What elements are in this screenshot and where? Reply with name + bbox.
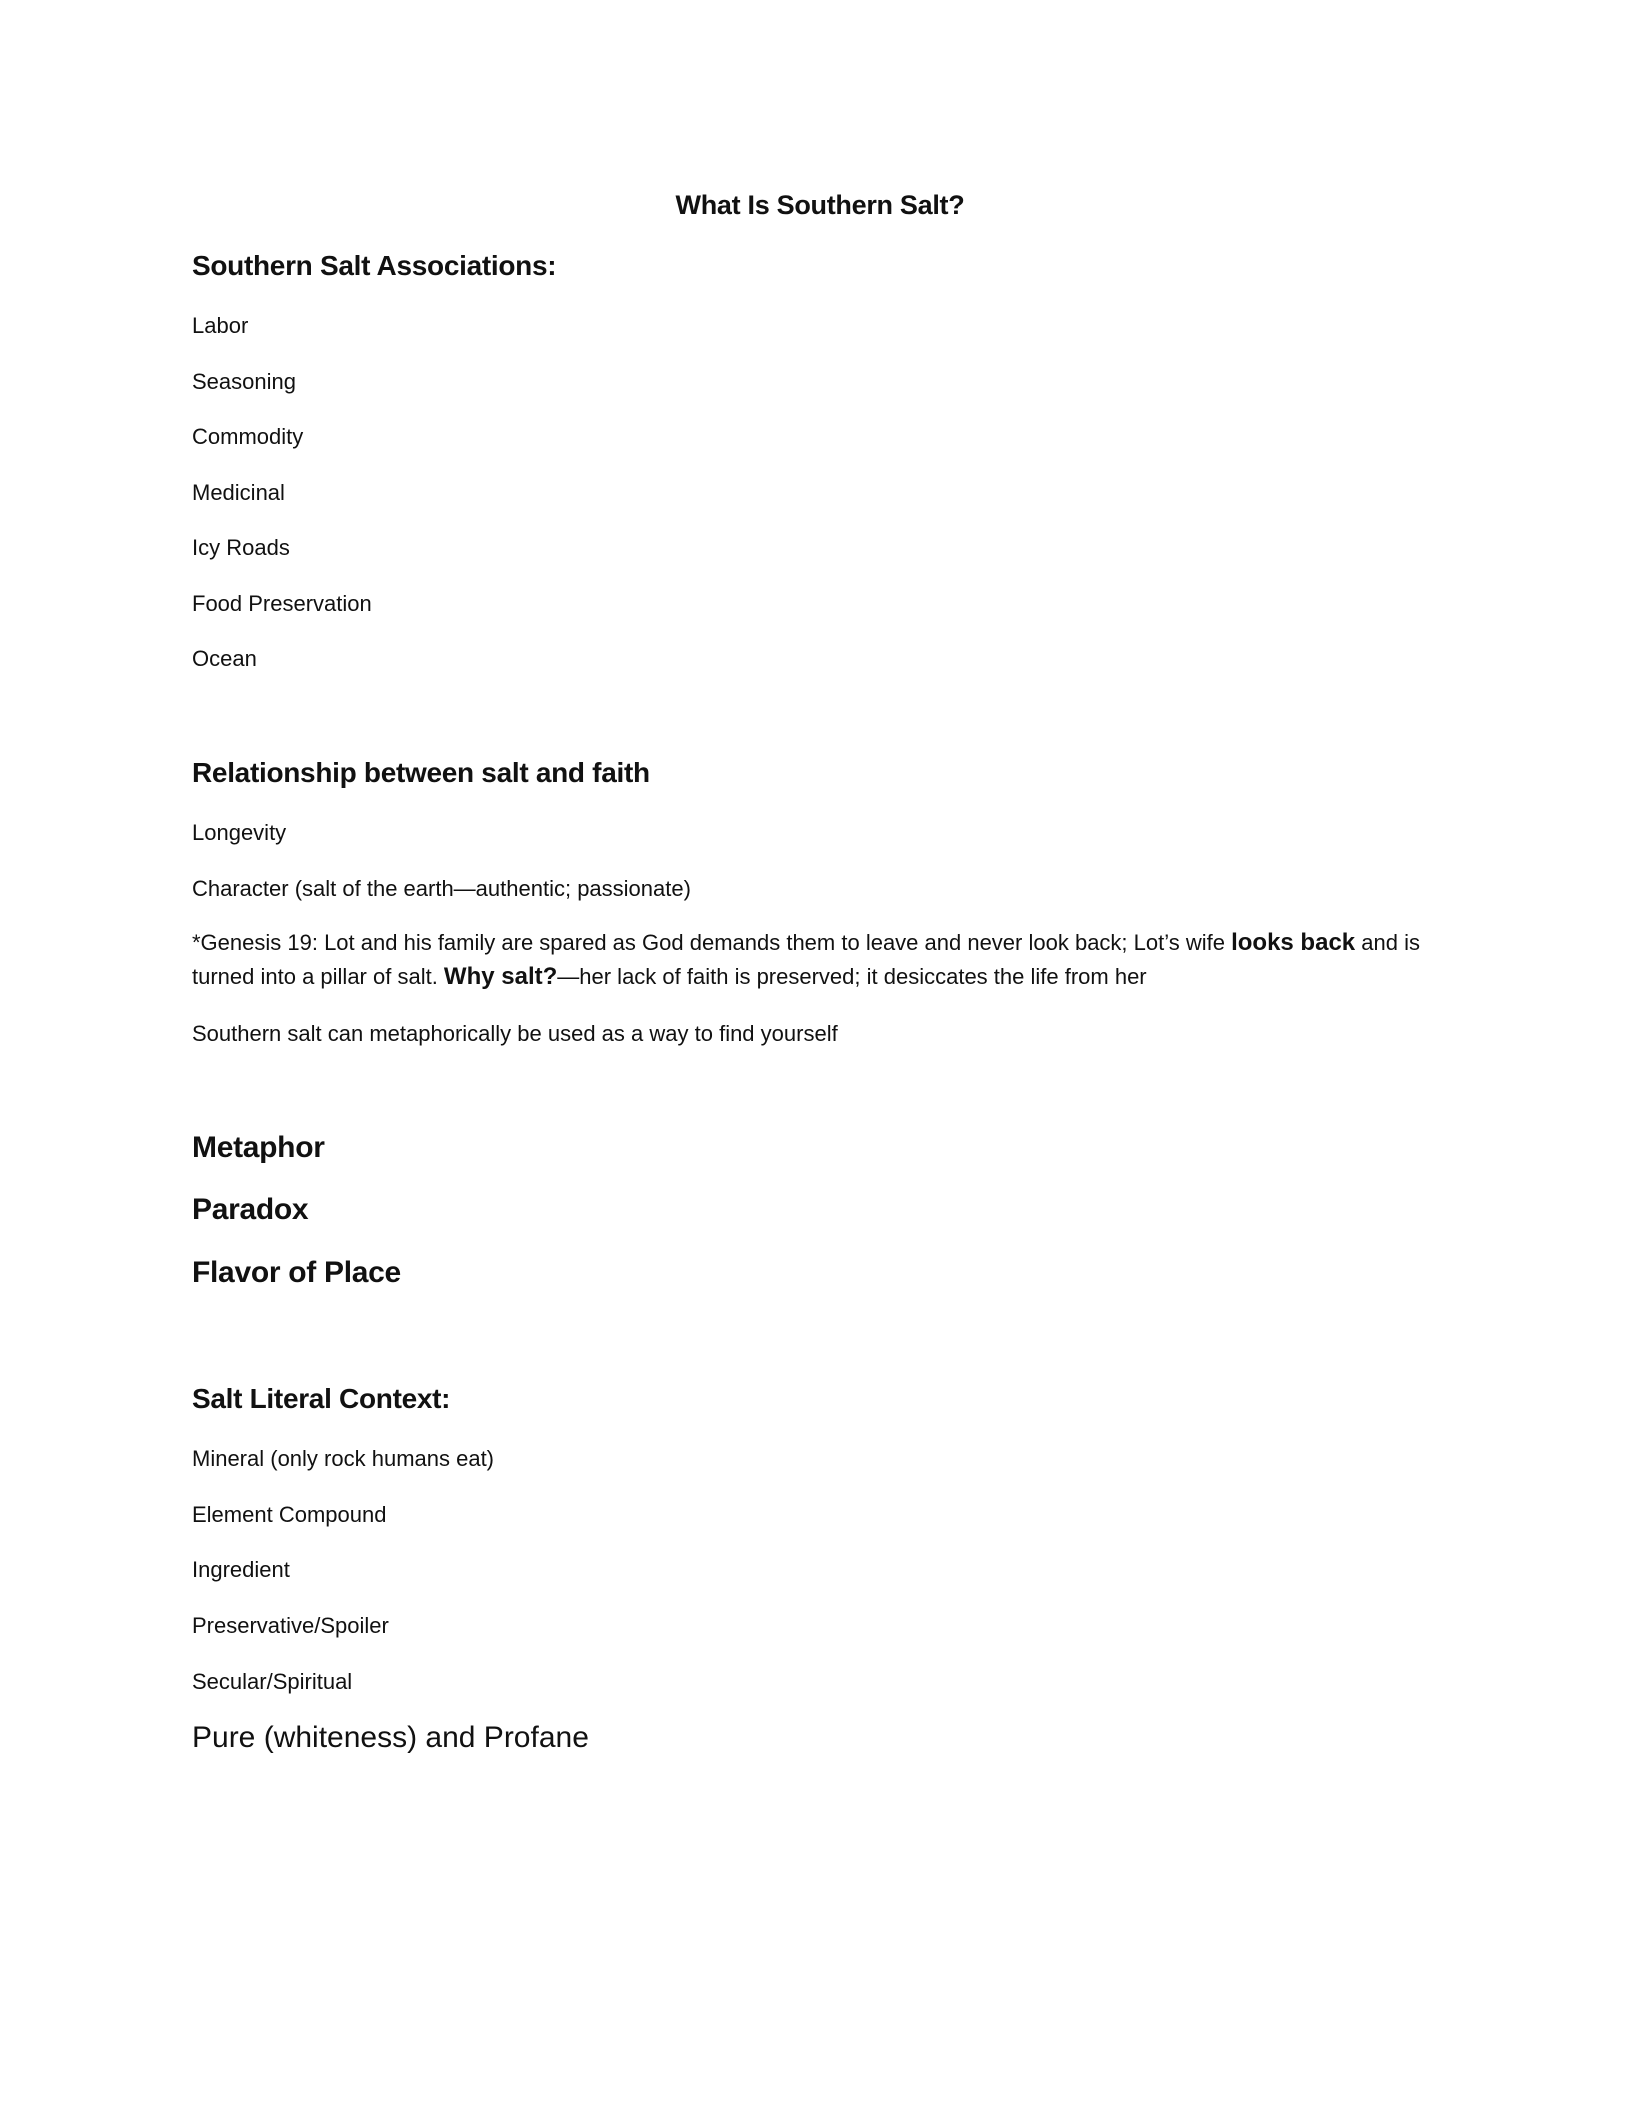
association-item: Commodity bbox=[192, 424, 304, 449]
genesis-bold-text: looks back bbox=[1231, 929, 1356, 956]
document-title: What Is Southern Salt? bbox=[675, 190, 965, 220]
literal-item: Preservative/Spoiler bbox=[192, 1613, 389, 1638]
association-item: Ocean bbox=[192, 646, 257, 671]
literal-item: Mineral (only rock humans eat) bbox=[192, 1446, 495, 1471]
association-item: Seasoning bbox=[192, 369, 296, 394]
genesis-paragraph bbox=[192, 926, 1422, 994]
association-item: Medicinal bbox=[192, 480, 285, 505]
associations-heading: Southern Salt Associations: bbox=[192, 250, 557, 281]
faith-item: Southern salt can metaphorically be used as a way to find yourself bbox=[192, 1021, 838, 1046]
literal-item-large: Pure (whiteness) and Profane bbox=[192, 1721, 589, 1754]
literal-item: Secular/Spiritual bbox=[192, 1669, 353, 1694]
faith-item: Character (salt of the earth—authentic; passionate) bbox=[192, 876, 691, 901]
genesis-text: *Genesis 19: Lot and his family are spared as God demands them to leave and never look back; Lot’s wife bbox=[192, 930, 1232, 955]
genesis-bold-text: Why salt? bbox=[443, 963, 558, 990]
literal-item: Element Compound bbox=[192, 1502, 387, 1527]
genesis-text: —her lack of faith is preserved; it desiccates the life from her bbox=[557, 964, 1147, 989]
literal-heading: Salt Literal Context: bbox=[192, 1383, 451, 1414]
theme-heading: Paradox bbox=[192, 1193, 309, 1226]
association-item: Food Preservation bbox=[192, 591, 372, 616]
theme-heading: Flavor of Place bbox=[192, 1256, 401, 1289]
genesis-text: and is turned into a pillar of salt. bbox=[192, 930, 1420, 989]
faith-item: Longevity bbox=[192, 820, 287, 845]
literal-item: Ingredient bbox=[192, 1557, 290, 1582]
theme-heading: Metaphor bbox=[192, 1131, 325, 1164]
association-item: Labor bbox=[192, 313, 249, 338]
faith-heading: Relationship between salt and faith bbox=[192, 757, 650, 788]
association-item: Icy Roads bbox=[192, 535, 290, 560]
